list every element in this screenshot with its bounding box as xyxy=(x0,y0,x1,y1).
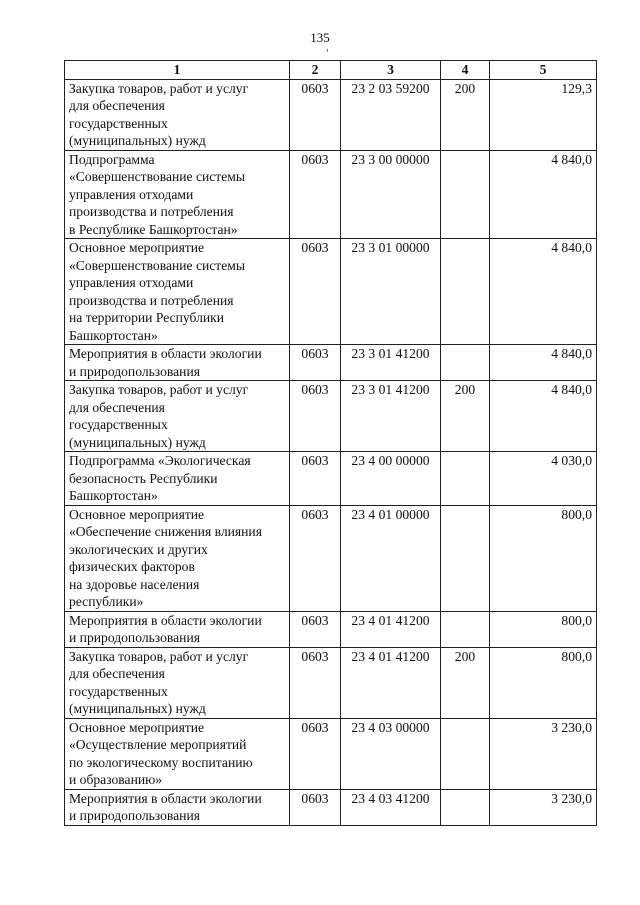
row-name-cell: Закупка товаров, работ и услуг для обеспечения государственных (муниципальных) нужд xyxy=(65,381,290,452)
row-code-cell: 23 4 03 41200 xyxy=(341,789,441,825)
row-name-cell: Основное мероприятие «Осуществление мероприятий по экологическому воспитанию и образованию» xyxy=(65,718,290,789)
column-header-2: 2 xyxy=(290,61,341,80)
row-name-cell: Мероприятия в области экологии и природопользования xyxy=(65,345,290,381)
row-name-cell: Закупка товаров, работ и услуг для обеспечения государственных (муниципальных) нужд xyxy=(65,647,290,718)
row-code-cell: 23 4 01 41200 xyxy=(341,647,441,718)
row-expense-type-cell xyxy=(441,505,490,611)
row-section-cell: 0603 xyxy=(290,239,341,345)
scan-speck xyxy=(327,49,328,52)
row-code-cell: 23 4 00 00000 xyxy=(341,452,441,506)
column-header-1: 1 xyxy=(65,61,290,80)
row-name-cell: Подпрограмма «Экологическая безопасность Республики Башкортостан» xyxy=(65,452,290,506)
table-row xyxy=(65,505,597,611)
row-expense-type-cell xyxy=(441,452,490,506)
table-row xyxy=(65,79,597,150)
row-code-cell: 23 4 03 00000 xyxy=(341,718,441,789)
row-amount-cell: 3 230,0 xyxy=(490,789,597,825)
row-amount-cell: 800,0 xyxy=(490,647,597,718)
table-row xyxy=(65,452,597,506)
column-header-4: 4 xyxy=(441,61,490,80)
row-section-cell: 0603 xyxy=(290,345,341,381)
row-name-cell: Мероприятия в области экологии и природопользования xyxy=(65,789,290,825)
row-expense-type-cell xyxy=(441,345,490,381)
row-expense-type-cell xyxy=(441,789,490,825)
table-body xyxy=(65,79,597,825)
table-row xyxy=(65,239,597,345)
table-row xyxy=(65,789,597,825)
table-row xyxy=(65,611,597,647)
row-code-cell: 23 3 01 41200 xyxy=(341,345,441,381)
row-section-cell: 0603 xyxy=(290,718,341,789)
row-code-cell: 23 3 01 41200 xyxy=(341,381,441,452)
row-section-cell: 0603 xyxy=(290,789,341,825)
row-amount-cell: 4 840,0 xyxy=(490,345,597,381)
row-expense-type-cell xyxy=(441,718,490,789)
row-name-cell: Закупка товаров, работ и услуг для обеспечения государственных (муниципальных) нужд xyxy=(65,79,290,150)
column-header-5: 5 xyxy=(490,61,597,80)
table-row xyxy=(65,381,597,452)
row-code-cell: 23 2 03 59200 xyxy=(341,79,441,150)
row-amount-cell: 4 030,0 xyxy=(490,452,597,506)
row-expense-type-cell: 200 xyxy=(441,381,490,452)
row-code-cell: 23 4 01 00000 xyxy=(341,505,441,611)
row-section-cell: 0603 xyxy=(290,150,341,239)
row-amount-cell: 129,3 xyxy=(490,79,597,150)
row-expense-type-cell: 200 xyxy=(441,647,490,718)
row-code-cell: 23 3 00 00000 xyxy=(341,150,441,239)
table-row xyxy=(65,150,597,239)
table-row xyxy=(65,647,597,718)
row-section-cell: 0603 xyxy=(290,452,341,506)
row-amount-cell: 4 840,0 xyxy=(490,239,597,345)
row-name-cell: Мероприятия в области экологии и природопользования xyxy=(65,611,290,647)
row-amount-cell: 800,0 xyxy=(490,505,597,611)
row-section-cell: 0603 xyxy=(290,611,341,647)
row-expense-type-cell xyxy=(441,611,490,647)
row-name-cell: Подпрограмма «Совершенствование системы управления отходами производства и потребления в Республике Башкортостан» xyxy=(65,150,290,239)
table-row xyxy=(65,345,597,381)
row-expense-type-cell xyxy=(441,150,490,239)
row-section-cell: 0603 xyxy=(290,79,341,150)
row-amount-cell: 4 840,0 xyxy=(490,381,597,452)
row-code-cell: 23 4 01 41200 xyxy=(341,611,441,647)
row-amount-cell: 3 230,0 xyxy=(490,718,597,789)
row-amount-cell: 800,0 xyxy=(490,611,597,647)
row-section-cell: 0603 xyxy=(290,647,341,718)
row-section-cell: 0603 xyxy=(290,505,341,611)
row-name-cell: Основное мероприятие «Совершенствование системы управления отходами производства и потребления на территории Республики Башкортостан» xyxy=(65,239,290,345)
row-amount-cell: 4 840,0 xyxy=(490,150,597,239)
row-code-cell: 23 3 01 00000 xyxy=(341,239,441,345)
row-expense-type-cell xyxy=(441,239,490,345)
page-number: 135 xyxy=(310,30,330,45)
row-name-cell: Основное мероприятие «Обеспечение снижения влияния экологических и других физических факторов на здоровье населения республики» xyxy=(65,505,290,611)
row-section-cell: 0603 xyxy=(290,381,341,452)
budget-table xyxy=(64,60,597,826)
table-row xyxy=(65,718,597,789)
row-expense-type-cell: 200 xyxy=(441,79,490,150)
table-header-row xyxy=(65,61,597,80)
column-header-3: 3 xyxy=(341,61,441,80)
